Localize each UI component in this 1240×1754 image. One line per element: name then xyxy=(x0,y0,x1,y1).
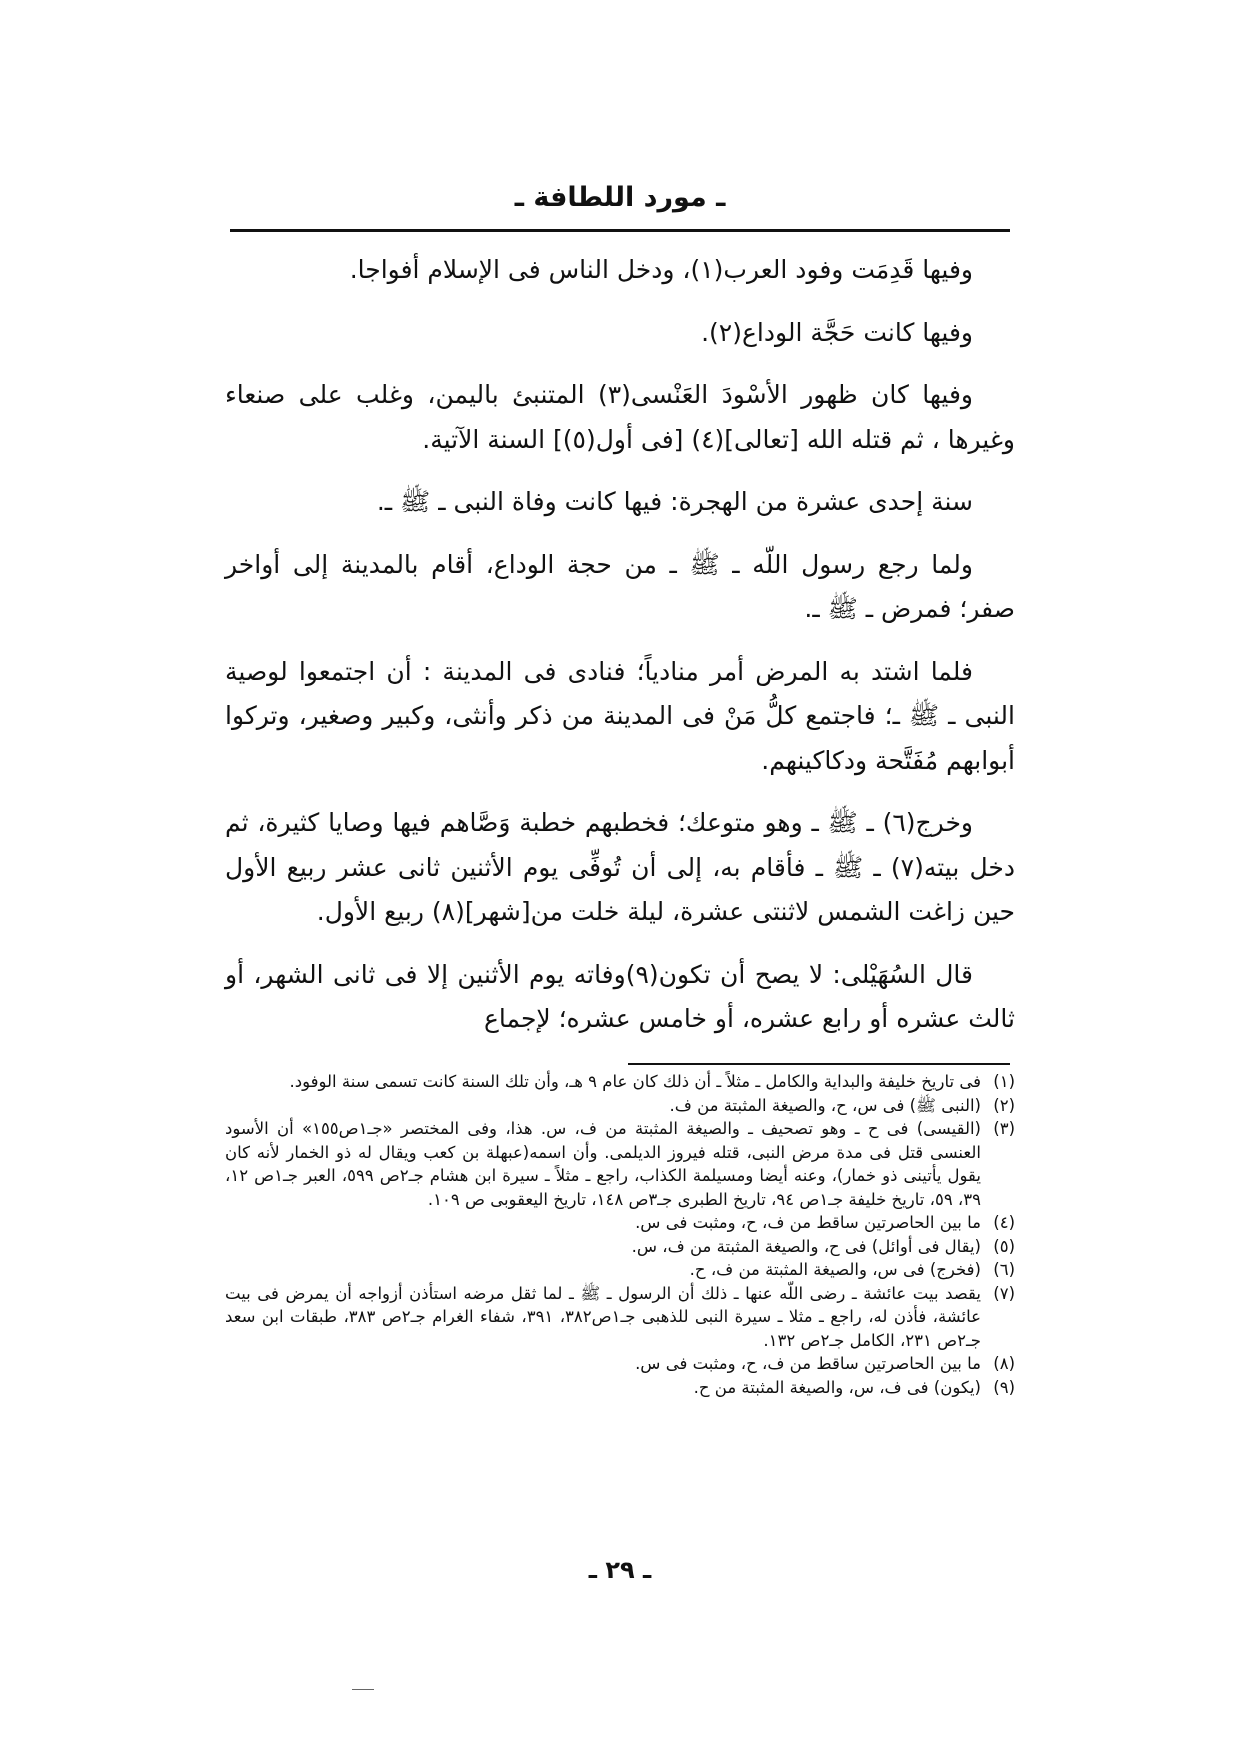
footnote-number: (٨) xyxy=(993,1354,1015,1373)
footnote-number: (٣) xyxy=(993,1119,1015,1138)
paragraph: فلما اشتد به المرض أمر منادياً؛ فنادى فى المدينة : أن اجتمعوا لوصية النبى ـ ﷺ ـ؛ فاجتمع كلُّ مَنْ فى المدينة من ذكر وأنثى، وكبير وصغير، وتركوا أبوابهم مُفَتَّحة ودكاكينهم. xyxy=(225,656,1015,775)
footnote-text: (القيسى) فى ح ـ وهو تصحيف ـ والصيغة المثبتة من ف، س. هذا، وفى المختصر «جـ١ص١٥٥» أن الأسود العنسى قتل فى مدة مرض النبى، قتله فيروز الديلمى. وأن اسمه(عبهلة بن كعب ويقال له ذو الخمار لأنه كان يقول يأتينى ذو خمار)، وعنه أيضا ومسيلمة الكذاب، راجع ـ مثلاً ـ سيرة ابن هشام جـ٢ص ٥٩٩، العبر جـ١ص ١٢، ٣٩، ٥٩، تاريخ خليفة جـ١ص ٩٤، تاريخ الطبرى جـ٣ص ١٤٨، تاريخ اليعقوبى ص ١٠٩. xyxy=(225,1119,981,1209)
paragraph: سنة إحدى عشرة من الهجرة: فيها كانت وفاة النبى ـ ﷺ ـ. xyxy=(376,487,973,516)
footnote xyxy=(225,1070,1015,1094)
footnote-number: (٩) xyxy=(993,1377,1015,1397)
page-number: ـ ٢٩ ـ xyxy=(588,1556,652,1584)
footnote-rule xyxy=(628,1063,1010,1065)
footnotes xyxy=(225,1070,1015,1399)
footnote xyxy=(225,1235,1015,1259)
header-rule xyxy=(230,229,1010,232)
footnote-number: (١) xyxy=(993,1072,1015,1091)
footnote-text: (يكون) فى ف، س، والصيغة المثبتة من ح. xyxy=(693,1377,981,1397)
footnote xyxy=(225,1282,1015,1353)
footnote-number: (٥) xyxy=(993,1236,1015,1256)
footnote-text: (النبى ﷺ) فى س، ح، والصيغة المثبتة من ف. xyxy=(669,1095,981,1115)
paragraph: قال السُهَيْلى: لا يصح أن تكون(٩)وفاته يوم الأثنين إلا فى ثانى الشهر، أو ثالث عشره أو رابع عشره، أو خامس عشره؛ لإجماع xyxy=(225,959,1015,1033)
footnote xyxy=(225,1117,1015,1211)
running-header: ـ مورد اللطافة ـ xyxy=(514,182,726,213)
body-text xyxy=(225,248,1015,1060)
scan-mark xyxy=(352,1689,374,1690)
footnote xyxy=(225,1352,1015,1376)
footnote-text: (فخرج) فى س، والصيغة المثبتة من ف، ح. xyxy=(689,1260,981,1279)
footnote-text: فى تاريخ خليفة والبداية والكامل ـ مثلاً ـ أن ذلك كان عام ٩ هـ، وأن تلك السنة كانت تسمى سنة الوفود. xyxy=(289,1072,981,1091)
paragraph: ولما رجع رسول اللّه ـ ﷺ ـ من حجة الوداع، أقام بالمدينة إلى أواخر صفر؛ فمرض ـ ﷺ ـ. xyxy=(225,549,1015,623)
footnote xyxy=(225,1258,1015,1282)
paragraph: وفيها قَدِمَت وفود العرب(١)، ودخل الناس فى الإسلام أفواجا. xyxy=(349,255,973,284)
footnote xyxy=(225,1094,1015,1118)
footnote-text: ما بين الحاصرتين ساقط من ف، ح، ومثبت فى س. xyxy=(635,1354,981,1373)
footnote-text: (يقال فى أوائل) فى ح، والصيغة المثبتة من ف، س. xyxy=(631,1236,981,1256)
paragraph: وفيها كانت حَجَّة الوداع(٢). xyxy=(701,317,973,347)
footnote-number: (٧) xyxy=(993,1283,1015,1303)
footnote-number: (٢) xyxy=(993,1095,1015,1115)
footnote-number: (٤) xyxy=(993,1213,1015,1232)
footnote xyxy=(225,1211,1015,1235)
paragraph: وفيها كان ظهور الأسْودَ العَنْسى(٣) المتنبئ باليمن، وغلب على صنعاء وغيرها ، ثم قتله الله [تعالى](٤) [فى أول(٥)] السنة الآتية. xyxy=(225,380,1015,454)
paragraph: وخرج(٦) ـ ﷺ ـ وهو متوعك؛ فخطبهم خطبة وَصَّاهم فيها وصايا كثيرة، ثم دخل بيته(٧) ـ ﷺ ـ فأقام به، إلى أن تُوفِّى يوم الأثنين ثانى عشر ربيع الأول حين زاغت الشمس لاثنتى عشرة، ليلة خلت من[شهر](٨) ربيع الأول. xyxy=(225,808,1015,926)
footnote-text: ما بين الحاصرتين ساقط من ف، ح، ومثبت فى س. xyxy=(635,1213,981,1232)
footnote-text: يقصد بيت عائشة ـ رضى اللّه عنها ـ ذلك أن الرسول ـ ﷺ ـ لما ثقل مرضه استأذن أزواجه أن يمرض فى بيت عائشة، فأذن له، راجع ـ مثلا ـ سيرة النبى للذهبى جـ١ص٣٨٢، ٣٩١، شفاء الغرام جـ٢ص ٣٨٣، طبقات ابن سعد جـ٢ص ٢٣١، الكامل جـ٢ص ١٣٢. xyxy=(225,1283,981,1350)
footnote xyxy=(225,1376,1015,1400)
footnote-number: (٦) xyxy=(993,1260,1015,1279)
